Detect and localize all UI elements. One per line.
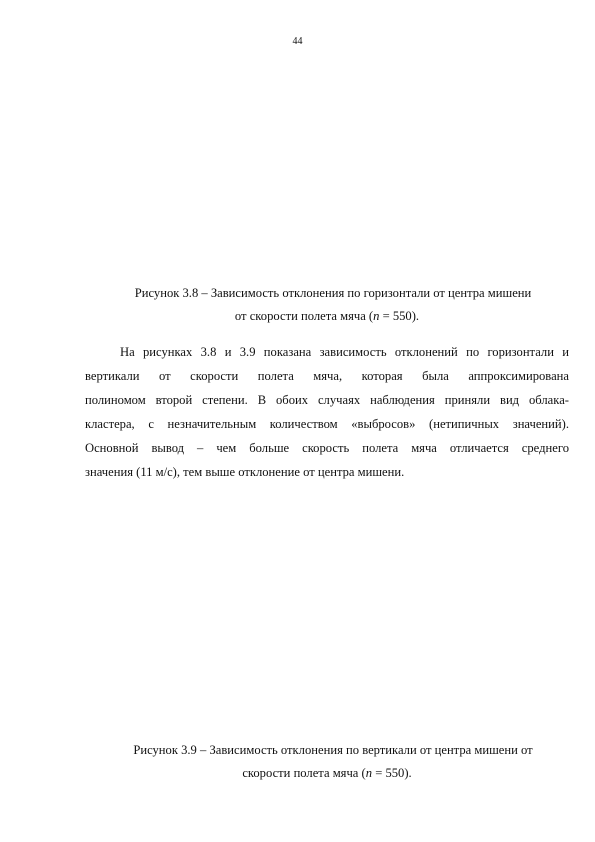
paragraph-line: вертикали от скорости полета мяча, которая была аппроксимирована [85,369,569,383]
page-number: 44 [292,36,303,47]
caption-text: от скорости полета мяча ( [234,309,374,323]
sample-size-variable: n [365,766,373,780]
paragraph-line: Основной вывод – чем больше скорость полета мяча отличается среднего [85,441,569,455]
figure-3-8-caption-line2 [85,305,569,328]
figure-3-9-caption-line2 [85,762,569,785]
paragraph-line: полиномом второй степени. В обоих случаях наблюдения приняли вид облака- [85,393,569,407]
caption-text: скорости полета мяча ( [242,766,366,780]
caption-text: = 550). [372,766,412,780]
figure-3-9-area [85,500,510,725]
paragraph-line: значения (11 м/с), тем выше отклонение от центра мишени. [85,465,405,479]
figure-3-9-caption-line1: Рисунок 3.9 – Зависимость отклонения по вертикали от центра мишени от [133,743,533,757]
caption-text: = 550). [379,309,420,323]
paragraph-line: кластера, с незначительным количеством «выбросов» (нетипичных значений). [85,417,569,431]
figure-3-8-caption-line1: Рисунок 3.8 – Зависимость отклонения по горизонтали от центра мишени [134,286,532,300]
figure-3-8-caption [85,282,569,328]
figure-3-9-caption [85,739,569,785]
figure-3-8-area [85,70,510,270]
paragraph-line: На рисунках 3.8 и 3.9 показана зависимость отклонений по горизонтали и [120,345,569,359]
body-paragraph [85,340,569,484]
sample-size-variable: n [373,309,380,323]
